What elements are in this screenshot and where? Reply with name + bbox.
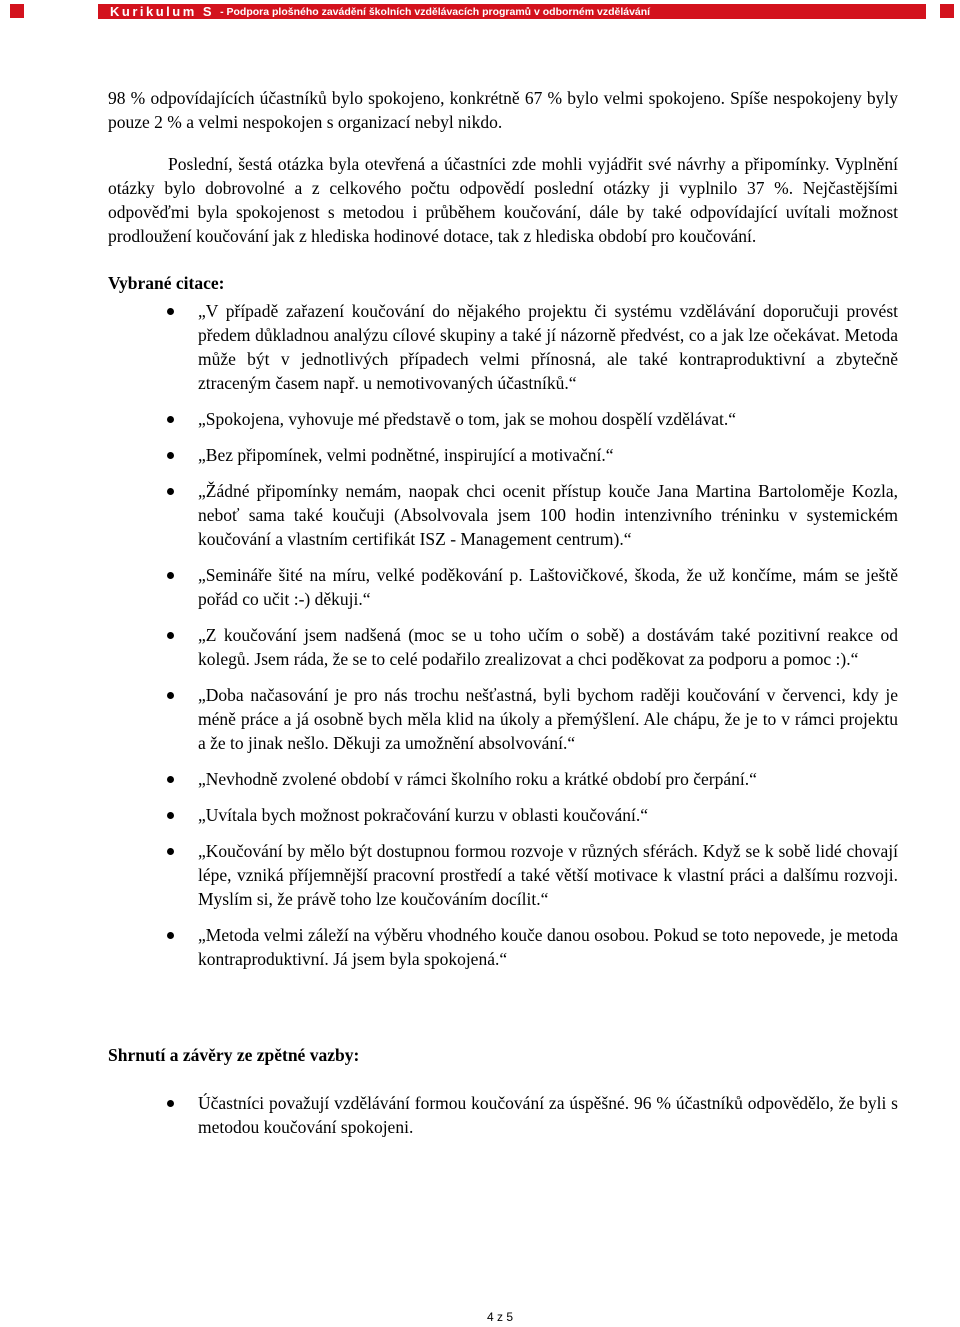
bullet-icon <box>167 488 174 495</box>
list-item-text: „Semináře šité na míru, velké poděkování p. Laštovičkové, škoda, že už končíme, mám se ještě pořád co učit :-) děkuji.“ <box>198 565 898 609</box>
bullet-icon <box>167 572 174 579</box>
list-item-text: „V případě zařazení koučování do nějakého projektu či systému vzdělávání doporučuji provést předem důkladnou analýzu cílové skupiny a také jí názorně předvést, co a jak lze očekávat. Metoda může být v jednotlivých případech velmi přínosná, ale také kontraproduktivní a zbytečně ztraceným časem např. u nemotivovaných účastníků.“ <box>198 301 898 393</box>
summary-heading: Shrnutí a závěry ze zpětné vazby: <box>108 1045 360 1065</box>
list-item-text: „Metoda velmi záleží na výběru vhodného kouče danou osobou. Pokud se toto nepovede, je metoda kontraproduktivní. Já jsem byla spokojená.“ <box>198 925 898 969</box>
list-item <box>108 407 898 431</box>
page-header <box>0 4 960 20</box>
list-item <box>108 479 898 551</box>
list-item <box>108 923 898 971</box>
list-item <box>108 683 898 755</box>
bullet-icon <box>167 692 174 699</box>
list-item <box>108 1091 898 1139</box>
list-item <box>108 767 898 791</box>
list-item-text: Účastníci považují vzdělávání formou koučování za úspěšné. 96 % účastníků odpovědělo, že byli s metodou koučování spokojeni. <box>198 1093 898 1137</box>
list-item-text: „Bez připomínek, velmi podnětné, inspirující a motivační.“ <box>198 445 614 465</box>
list-item-text: „Žádné připomínky nemám, naopak chci ocenit přístup kouče Jana Martina Bartoloměje Kozla, neboť sama také koučuji (Absolvovala jsem 100 hodin intenzivního tréninku v systemickém koučování a vlastním certifikát ISZ - Management centrum).“ <box>198 481 898 549</box>
list-item <box>108 563 898 611</box>
paragraph-open-question: Poslední, šestá otázka byla otevřená a účastníci zde mohli vyjádřit své návrhy a připomínky. Vyplnění otázky bylo dobrovolné a z celkového počtu odpovědí poslední otázky ji vyplnilo 37 %. Nejčastějšími odpověďmi byla spokojenost s metodou i průběhem koučování, dále by také odpovídající uvítali možnost prodloužení koučování jak z hlediska hodinové dotace, tak z hlediska období pro koučování. <box>108 154 898 246</box>
header-tagline: - Podpora plošného zavádění školních vzdělávacích programů v odborném vzdělávání <box>220 5 651 18</box>
list-item <box>108 299 898 395</box>
list-item-text: „Doba načasování je pro nás trochu nešťastná, byli bychom raději koučování v červenci, kdy je méně práce a já osobně bych měla klid na úkoly a přemýšlení. Ale chápu, že je to v rámci projektu a že to jinak nešlo. Děkuji za umožnění absolvování.“ <box>198 685 898 753</box>
summary-list <box>108 1091 898 1139</box>
list-item-text: „Nevhodně zvolené období v rámci školního roku a krátké období pro čerpání.“ <box>198 769 757 789</box>
bullet-icon <box>167 1100 174 1107</box>
header-bar <box>98 4 926 19</box>
bullet-icon <box>167 812 174 819</box>
bullet-icon <box>167 932 174 939</box>
list-item <box>108 839 898 911</box>
header-square-right <box>940 4 954 18</box>
bullet-icon <box>167 848 174 855</box>
bullet-icon <box>167 452 174 459</box>
bullet-icon <box>167 776 174 783</box>
header-brand: Kurikulum S <box>110 4 215 19</box>
list-item <box>108 443 898 467</box>
quotes-heading: Vybrané citace: <box>108 273 225 293</box>
bullet-icon <box>167 632 174 639</box>
list-item <box>108 803 898 827</box>
list-item-text: „Koučování by mělo být dostupnou formou rozvoje v různých sférách. Když se k sobě lidé chovají lépe, vzniká příjemnější pracovní prostředí a také větší motivace k vlastní práci a dalšímu rozvoji. Myslím si, že právě toho lze koučováním docílit.“ <box>198 841 898 909</box>
list-item-text: „Uvítala bych možnost pokračování kurzu v oblasti koučování.“ <box>198 805 649 825</box>
list-item-text: „Spokojena, vyhovuje mé představě o tom, jak se mohou dospělí vzdělávat.“ <box>198 409 736 429</box>
list-item <box>108 623 898 671</box>
paragraph-satisfaction: 98 % odpovídajících účastníků bylo spokojeno, konkrétně 67 % bylo velmi spokojeno. Spíše nespokojeny byly pouze 2 % a velmi nespokojen s organizací nebyl nikdo. <box>108 88 898 132</box>
bullet-icon <box>167 308 174 315</box>
document-body <box>108 86 898 1151</box>
bullet-icon <box>167 416 174 423</box>
list-item-text: „Z koučování jsem nadšená (moc se u toho učím o sobě) a dostávám také pozitivní reakce od kolegů. Jsem ráda, že se to celé podařilo zrealizovat a chci poděkovat za podporu a pomoc :).“ <box>198 625 898 669</box>
quotes-list <box>108 299 898 971</box>
page-number: 4 z 5 <box>486 1310 513 1324</box>
header-square-left <box>10 4 24 18</box>
